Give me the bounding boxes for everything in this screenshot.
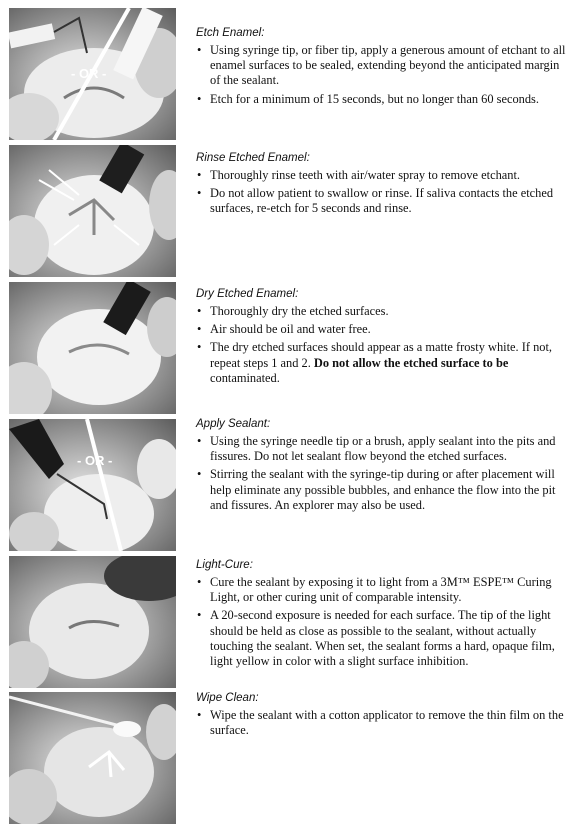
- list-item: • Stirring the sealant with the syringe-tip during or after placement will help eliminate any possible bubbles, and enhance the flow into the pit and fissures. An explorer may also be used.: [196, 467, 568, 513]
- list-item: • Cure the sealant by exposing it to light from a 3M™ ESPE™ Curing Light, or other curing unit of comparable intensity.: [196, 575, 568, 605]
- or-separator: - OR -: [71, 66, 107, 81]
- or-separator: - OR -: [77, 453, 113, 468]
- list-item-text: contaminated.: [210, 370, 280, 385]
- step-title: Dry Etched Enamel:: [196, 288, 299, 300]
- step-title: Wipe Clean:: [196, 692, 259, 704]
- list-item: • Using the syringe needle tip or a brush, apply sealant into the pits and fissures. Do not let sealant flow beyond the etched surfaces.: [196, 434, 568, 464]
- wipe-clean-image: [9, 692, 176, 824]
- list-item: • Using syringe tip, or fiber tip, apply a generous amount of etchant to all enamel surfaces to be sealed, extending beyond the anticipated margin of the sealant.: [196, 43, 568, 89]
- list-item: • Do not allow patient to swallow or rinse. If saliva contacts the etched surfaces, re-etch for 5 seconds and rinse.: [196, 186, 568, 216]
- dry-image: [9, 282, 176, 414]
- step-title: Light-Cure:: [196, 559, 253, 571]
- list-item: • Air should be oil and water free.: [196, 322, 568, 337]
- etch-enamel-image: [9, 8, 176, 140]
- rinse-image: [9, 145, 176, 277]
- step-title: Rinse Etched Enamel:: [196, 152, 310, 164]
- light-cure-image: [9, 556, 176, 688]
- step-title: Etch Enamel:: [196, 27, 265, 39]
- warning-text: Do not allow the etched surface to be: [313, 355, 509, 370]
- list-item: [196, 340, 568, 386]
- list-item: • A 20-second exposure is needed for each surface. The tip of the light should be held as close as possible to the sealant, without actually touching the sealant. When set, the sealant forms a hard, opaque film, light yellow in color with a slight surface inhibition.: [196, 608, 568, 669]
- list-item-text: The dry etched surfaces should appear as a matte frosty white. If not, repeat steps 1 and 2.: [210, 340, 552, 370]
- apply-sealant-image: [9, 419, 176, 551]
- list-item: • Etch for a minimum of 15 seconds, but no longer than 60 seconds.: [196, 92, 568, 107]
- step-title: Apply Sealant:: [196, 418, 271, 430]
- list-item: • Thoroughly dry the etched surfaces.: [196, 304, 568, 319]
- list-item: • Thoroughly rinse teeth with air/water spray to remove etchant.: [196, 168, 568, 183]
- list-item: • Wipe the sealant with a cotton applicator to remove the thin film on the surface.: [196, 708, 568, 738]
